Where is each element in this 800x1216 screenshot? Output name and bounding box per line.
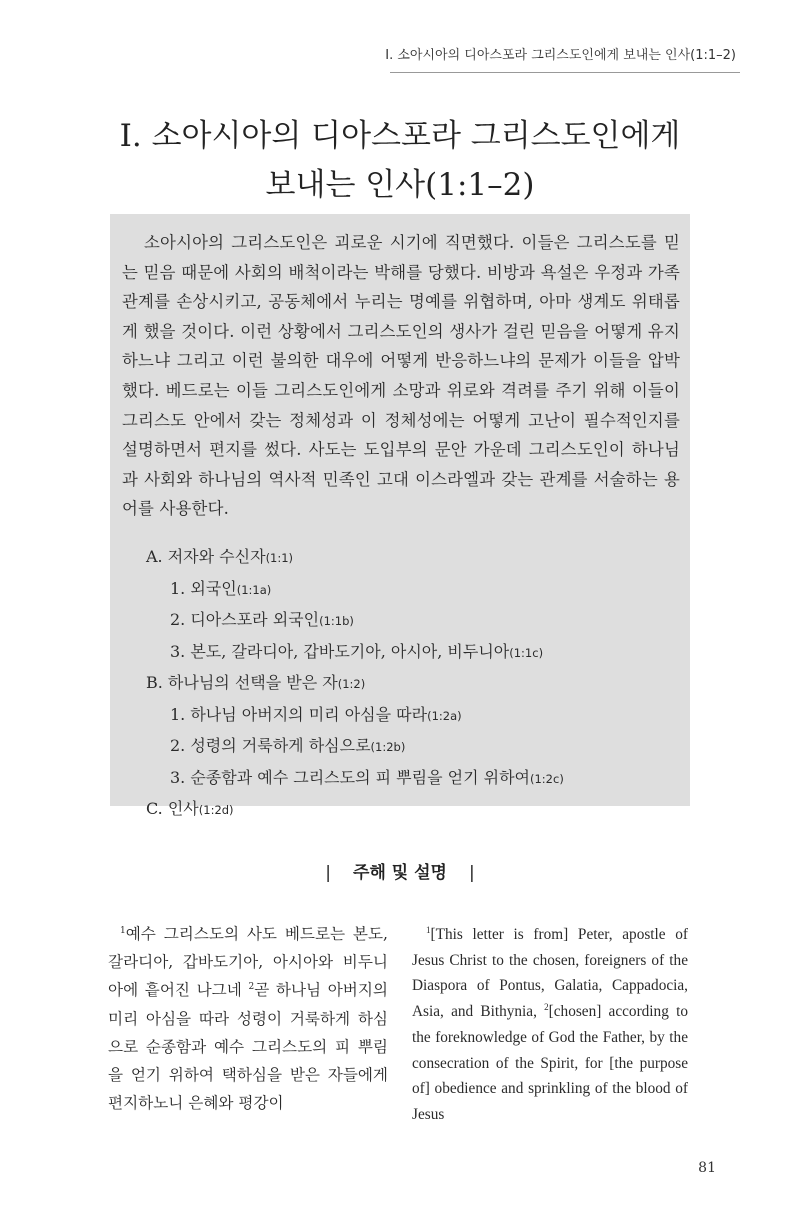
outline-item: 1. 외국인(1:1a) xyxy=(170,578,272,598)
outline-item: C. 인사(1:2d) xyxy=(146,799,234,818)
heading-bar-left: | xyxy=(325,863,332,883)
english-verse-1: [This letter is from] Peter, apostle of Jesus Christ to the chosen, foreigners of the Diaspora of Pontus, Galatia, Cappadocia, Asia, and Bithynia, xyxy=(412,926,688,1021)
korean-verse-2: 곧 하나님 아버지의 미리 아심을 따라 성령이 거룩하게 하심으로 순종함과 예수 그리스도의 피 뿌림을 얻기 위하여 택하심을 받은 자들에게 편지하노니 은혜와 평강이 xyxy=(108,981,388,1113)
outline-ref: (1:1a) xyxy=(236,582,272,597)
section-heading xyxy=(0,858,800,883)
outline-ref: (1:2d) xyxy=(198,803,234,817)
verse-number: 2 xyxy=(248,982,255,993)
outline-ref: (1:2b) xyxy=(370,740,406,754)
heading-bar-right: | xyxy=(468,863,475,883)
outline-list xyxy=(146,542,676,826)
korean-verse-1: 예수 그리스도의 사도 베드로는 본도, 갈라디아, 갑바도기아, 아시아와 비두니아에 흩어진 나그네 xyxy=(108,925,388,1000)
section-heading-text: 주해 및 설명 xyxy=(353,863,447,883)
outline-item: 2. 성령의 거룩하게 하심으로(1:2b) xyxy=(170,736,406,755)
outline-ref: (1:1c) xyxy=(509,645,544,660)
korean-verse-column xyxy=(108,920,388,1117)
chapter-title-line-2: 보내는 인사(1:1–2) xyxy=(265,167,535,203)
chapter-title-line-1: I. 소아시아의 디아스포라 그리스도인에게 xyxy=(119,118,681,154)
outline-item: B. 하나님의 선택을 받은 자(1:2) xyxy=(146,673,366,692)
english-verse-2: [chosen] according to the foreknowledge of God the Father, by the consecration of the Spirit, for [the purpose of] obedience and sprinkling of the blood of Jesus xyxy=(412,1003,688,1123)
verse-number: 1 xyxy=(426,925,431,935)
outline-ref: (1:2) xyxy=(337,677,366,691)
outline-ref: (1:1b) xyxy=(319,614,354,628)
outline-item: A. 저자와 수신자(1:1) xyxy=(146,547,294,566)
chapter-title xyxy=(0,112,800,210)
verse-number: 2 xyxy=(544,1002,549,1013)
page-number: 81 xyxy=(698,1160,716,1176)
outline-ref: (1:2a) xyxy=(427,708,462,723)
outline-item: 2. 디아스포라 외국인(1:1b) xyxy=(170,610,354,629)
running-header: I. 소아시아의 디아스포라 그리스도인에게 보내는 인사(1:1–2) xyxy=(385,48,736,63)
verse-number: 1 xyxy=(120,926,126,936)
outline-item: 3. 순종함과 예수 그리스도의 피 뿌림을 얻기 위하여(1:2c) xyxy=(170,767,564,787)
header-rule xyxy=(390,72,740,73)
outline-ref: (1:1) xyxy=(265,551,294,565)
outline-item: 1. 하나님 아버지의 미리 아심을 따라(1:2a) xyxy=(170,704,462,724)
english-verse-column xyxy=(412,922,688,1128)
outline-ref: (1:2c) xyxy=(530,771,564,786)
summary-paragraph: 소아시아의 그리스도인은 괴로운 시기에 직면했다. 이들은 그리스도를 믿는 믿음 때문에 사회의 배척이라는 박해를 당했다. 비방과 욕설은 우정과 가족 관계를 손상시키고, 공동체에서 누리는 명예를 위협하며, 아마 생계도 위태롭게 했을 것이다. 이런 상황에서 그리스도인의 생사가 걸린 믿음을 어떻게 유지하느냐 그리고 이런 불의한 대우에 어떻게 반응하느냐의 문제가 이들을 압박했다. 베드로는 이들 그리스도인에게 소망과 위로와 격려를 주기 위해 이들이 그리스도 안에서 갖는 정체성과 이 정체성에는 어떻게 고난이 필수적인지를 설명하면서 편지를 썼다. 사도는 도입부의 문안 가운데 그리스도인이 하나님과 사회와 하나님의 역사적 민족인 고대 이스라엘과 갖는 관계를 서술하는 용어를 사용한다. xyxy=(122,233,680,519)
summary-box xyxy=(110,214,690,818)
outline-item: 3. 본도, 갈라디아, 갑바도기아, 아시아, 비두니아(1:1c) xyxy=(170,641,544,661)
